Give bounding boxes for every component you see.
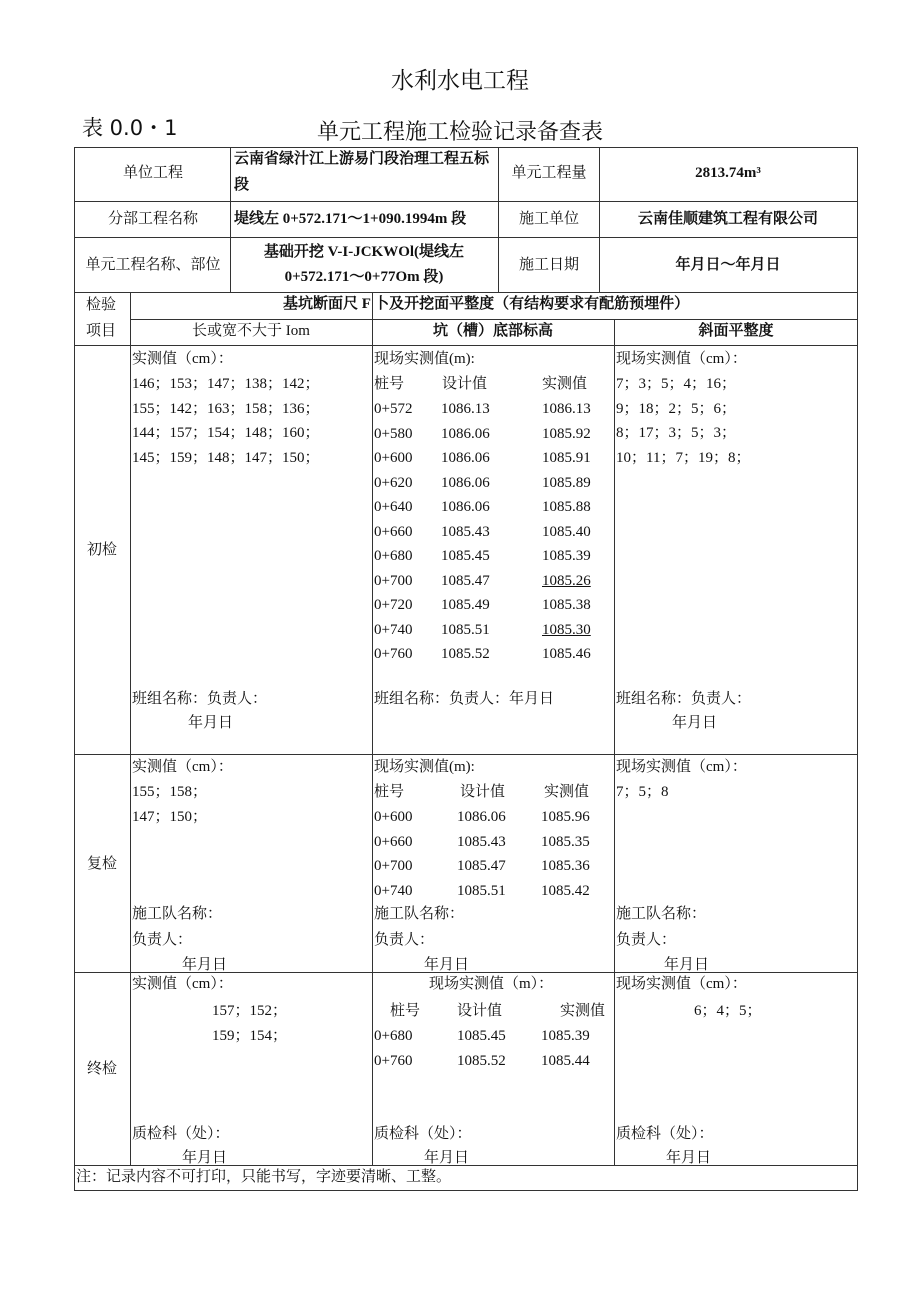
- final-elev-col-head: 设计值: [457, 1003, 503, 1019]
- initial-label: 初检: [86, 542, 118, 558]
- division-value: 堤线左 0+572.171～1+090.1994m 段: [234, 211, 467, 227]
- item-label-cont: 项目: [86, 323, 117, 339]
- divider: [498, 147, 499, 292]
- divider: [230, 147, 231, 292]
- divider: [74, 147, 858, 148]
- recheck-elev-cell: 1085.42: [541, 882, 590, 899]
- initial-elev-cell: 0+600: [374, 450, 413, 466]
- divider: [74, 345, 858, 346]
- date-value: 年月日～年月日: [675, 257, 781, 273]
- contractor-label: 施工单位: [518, 211, 580, 227]
- recheck-length-values: 155；158；: [132, 784, 208, 800]
- initial-slope-values: 8；17；3；5；3；: [616, 425, 737, 442]
- recheck-elev-title: 现场实测值(m):: [374, 759, 475, 775]
- form-title: 单元工程施工检验记录备查表: [316, 120, 604, 145]
- initial-elev-cell: 1086.06: [441, 450, 490, 466]
- initial-length-values: 155；142；163；158；136；: [132, 400, 320, 417]
- initial-elev-cell: 0+720: [374, 597, 413, 613]
- initial-elev-cell: 1085.40: [542, 523, 591, 540]
- divider: [130, 319, 858, 320]
- recheck-elev-col-head: 设计值: [460, 784, 506, 800]
- final-date: 年月日: [666, 1150, 712, 1166]
- divider: [74, 754, 858, 755]
- recheck-team-label: 施工队名称：: [132, 906, 223, 922]
- initial-elev-cell: 1085.30: [542, 621, 591, 638]
- final-elev-cell: 0+680: [374, 1028, 413, 1044]
- divider: [74, 201, 858, 202]
- initial-elev-cell: 0+700: [374, 572, 413, 589]
- quantity-value: 2813.74m³: [695, 165, 761, 181]
- initial-slope-values: 10；11；7；19；8；: [616, 449, 751, 466]
- initial-elev-cell: 1085.49: [441, 597, 490, 613]
- initial-elev-cell: 1085.39: [542, 548, 591, 564]
- recheck-length-values: 147；150；: [132, 809, 208, 825]
- element-value-cont: 0+572.171～0+77Om 段): [284, 269, 444, 285]
- final-elev-col-head: 实测值: [560, 1003, 606, 1019]
- divider: [74, 292, 858, 293]
- recheck-length-title: 实测值（cm）：: [132, 759, 233, 775]
- initial-elev-cell: 0+572: [374, 401, 413, 417]
- recheck-elev-cell: 0+740: [374, 882, 413, 899]
- col-header-elevation: 坑（槽）底部标高: [432, 323, 554, 339]
- final-date: 年月日: [182, 1150, 228, 1166]
- divider: [857, 147, 858, 1191]
- initial-length-date: 年月日: [188, 715, 234, 731]
- initial-elev-cell: 1085.47: [441, 572, 490, 589]
- recheck-date: 年月日: [664, 957, 710, 973]
- initial-slope-values: 7；3；5；4；16；: [616, 376, 737, 392]
- unit-project-value: 云南省绿汁江上游易门段治理工程五标: [234, 151, 490, 167]
- initial-length-values: 144；157；154；148；160；: [132, 425, 320, 442]
- initial-elev-cell: 1085.46: [542, 646, 591, 662]
- note: 注：记录内容不可打印，只能书写，字迹要清晰、工整。: [76, 1169, 452, 1185]
- initial-elev-title: 现场实测值(m):: [374, 351, 475, 367]
- group-header: 基坑断面尺 F 卜及开挖面平整度（有结构要求有配筋预埋件）: [283, 296, 690, 312]
- doc-title: 水利水电工程: [391, 68, 529, 94]
- divider: [614, 319, 615, 1165]
- final-label: 终检: [86, 1061, 118, 1077]
- final-qc-label: 质检科（处）：: [616, 1126, 714, 1142]
- divider: [74, 1190, 858, 1191]
- initial-elev-cell: 0+620: [374, 474, 413, 491]
- initial-length-title: 实测值（cm）：: [132, 351, 233, 367]
- initial-elev-cell: 0+680: [374, 548, 413, 564]
- recheck-elev-cell: 0+660: [374, 833, 413, 850]
- final-slope-title: 现场实测值（cm）：: [616, 976, 747, 992]
- recheck-date: 年月日: [182, 957, 228, 973]
- final-elev-cell: 0+760: [374, 1052, 413, 1069]
- divider: [74, 237, 858, 238]
- initial-slope-title: 现场实测值（cm）：: [616, 351, 747, 367]
- initial-elev-cell: 1085.43: [441, 523, 490, 540]
- col-header-slope: 斜面平整度: [698, 323, 774, 339]
- initial-elev-cell: 1086.06: [441, 474, 490, 491]
- initial-elev-cell: 1085.51: [441, 621, 490, 638]
- recheck-person-label: 负责人：: [616, 932, 677, 948]
- recheck-elev-cell: 0+700: [374, 858, 413, 874]
- final-qc-label: 质检科（处）：: [374, 1126, 472, 1142]
- recheck-elev-cell: 1085.43: [457, 833, 506, 850]
- quantity-label: 单元工程量: [511, 165, 587, 181]
- initial-elev-cell: 1086.06: [441, 425, 490, 442]
- recheck-elev-cell: 1085.51: [457, 882, 506, 899]
- recheck-person-label: 负责人：: [374, 932, 435, 948]
- unit-project-value-cont: 段: [234, 177, 250, 193]
- initial-length-values: 145；159；148；147；150；: [132, 449, 320, 466]
- recheck-person-label: 负责人：: [132, 932, 193, 948]
- initial-elev-cell: 1085.89: [542, 474, 591, 491]
- table-number: 表 0.0・1: [82, 116, 178, 140]
- initial-elev-cell: 0+640: [374, 499, 413, 515]
- element-value: 基础开挖 V-I-JCKWOl(堤线左: [263, 244, 465, 260]
- initial-elev-col-head: 实测值: [542, 376, 588, 392]
- contractor-value: 云南佳顺建筑工程有限公司: [637, 211, 819, 227]
- divider: [74, 147, 75, 1191]
- recheck-elev-cell: 0+600: [374, 809, 413, 825]
- initial-elev-cell: 0+760: [374, 646, 413, 662]
- final-date: 年月日: [424, 1150, 470, 1166]
- initial-elev-cell: 1086.13: [542, 401, 591, 417]
- initial-slope-sign: 班组名称：负责人：: [616, 691, 752, 707]
- initial-elev-cell: 1085.45: [441, 548, 490, 564]
- initial-slope-values: 9；18；2；5；6；: [616, 400, 737, 417]
- recheck-team-label: 施工队名称：: [374, 906, 465, 922]
- final-elev-cell: 1085.52: [457, 1052, 506, 1069]
- initial-length-values: 146；153；147；138；142；: [132, 376, 320, 392]
- final-elev-cell: 1085.45: [457, 1028, 506, 1044]
- divider: [372, 292, 373, 1165]
- unit-project-label: 单位工程: [122, 165, 184, 181]
- final-length-values: 159；154；: [212, 1027, 288, 1044]
- final-elev-cell: 1085.44: [541, 1052, 590, 1069]
- recheck-date: 年月日: [424, 957, 470, 973]
- initial-slope-date: 年月日: [672, 715, 718, 731]
- final-slope-values: 6；4；5；: [694, 1003, 762, 1019]
- final-elev-col-head: 桩号: [390, 1003, 421, 1019]
- initial-elev-cell: 1085.92: [542, 425, 591, 442]
- final-elev-cell: 1085.39: [541, 1028, 590, 1044]
- initial-elev-cell: 1086.13: [441, 401, 490, 417]
- final-length-title: 实测值（cm）：: [132, 976, 233, 992]
- initial-elev-cell: 1085.38: [542, 597, 591, 613]
- recheck-elev-cell: 1085.35: [541, 833, 590, 850]
- division-label: 分部工程名称: [107, 211, 199, 227]
- initial-elev-col-head: 桩号: [374, 376, 405, 392]
- final-elev-title: 现场实测值（m）：: [429, 976, 554, 992]
- initial-elev-cell: 1085.88: [542, 499, 591, 515]
- initial-elev-cell: 0+740: [374, 621, 413, 638]
- initial-elev-sign: 班组名称：负责人：年月日: [374, 691, 555, 707]
- element-label: 单元工程名称、部位: [85, 257, 221, 273]
- initial-elev-cell: 1086.06: [441, 499, 490, 515]
- final-qc-label: 质检科（处）：: [132, 1126, 230, 1142]
- initial-elev-cell: 1085.52: [441, 646, 490, 662]
- recheck-label: 复检: [86, 856, 118, 872]
- recheck-slope-values: 7；5；8: [616, 784, 669, 800]
- date-label: 施工日期: [518, 257, 580, 273]
- divider: [599, 147, 600, 292]
- recheck-elev-cell: 1086.06: [457, 809, 506, 825]
- initial-elev-cell: 1085.26: [542, 572, 591, 589]
- divider: [130, 292, 131, 1165]
- recheck-elev-cell: 1085.96: [541, 809, 590, 825]
- initial-elev-cell: 0+660: [374, 523, 413, 540]
- recheck-elev-col-head: 桩号: [374, 784, 405, 800]
- recheck-elev-col-head: 实测值: [544, 784, 590, 800]
- recheck-elev-cell: 1085.36: [541, 858, 590, 874]
- initial-elev-cell: 1085.91: [542, 450, 591, 466]
- initial-elev-col-head: 设计值: [442, 376, 488, 392]
- col-header-length: 长或宽不大于 Iom: [192, 323, 310, 339]
- recheck-slope-title: 现场实测值（cm）：: [616, 759, 747, 775]
- initial-length-sign: 班组名称：负责人：: [132, 691, 268, 707]
- final-length-values: 157；152；: [212, 1003, 288, 1019]
- recheck-elev-cell: 1085.47: [457, 858, 506, 874]
- item-label: 检验: [86, 297, 117, 313]
- recheck-team-label: 施工队名称：: [616, 906, 707, 922]
- initial-elev-cell: 0+580: [374, 425, 413, 442]
